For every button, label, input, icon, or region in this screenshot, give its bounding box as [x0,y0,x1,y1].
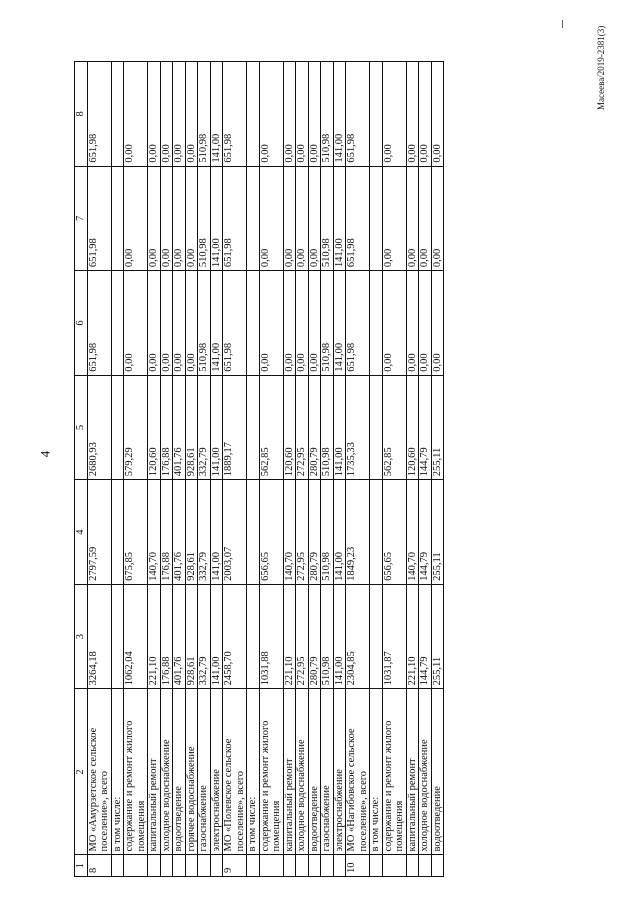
table-row [283,62,296,877]
value-cell: 141,00 [333,375,346,480]
value-cell: 141,00 [210,271,223,376]
value-cell [111,166,124,271]
value-cell: 0,00 [259,166,283,271]
table-row [148,62,161,877]
table-row [247,62,260,877]
value-cell: 401,76 [173,480,186,585]
row-name-cell: водоотведение [431,689,444,855]
value-cell: 0,00 [431,271,444,376]
table-row [160,62,173,877]
value-cell: 176,88 [160,584,173,689]
row-number-cell [406,855,419,877]
rotated-table-container [74,61,544,877]
value-cell [111,271,124,376]
value-cell: 510,98 [321,62,334,167]
value-cell: 0,00 [431,166,444,271]
value-cell: 0,00 [382,166,406,271]
value-cell [111,584,124,689]
row-name-cell: в том числе: [111,689,124,855]
value-cell: 651,98 [223,271,247,376]
table-row [296,62,309,877]
row-name-cell: в том числе: [370,689,383,855]
value-cell: 510,98 [198,271,211,376]
row-name-cell: капитальный ремонт [406,689,419,855]
value-cell: 0,00 [283,271,296,376]
row-number-cell [431,855,444,877]
row-number-cell [370,855,383,877]
value-cell: 176,88 [160,375,173,480]
value-cell: 120,60 [148,375,161,480]
table-row [333,62,346,877]
value-cell: 255,11 [431,375,444,480]
row-number-cell [185,855,198,877]
value-cell: 0,00 [419,271,432,376]
row-number-cell: 9 [223,855,247,877]
row-number-cell [321,855,334,877]
value-cell: 0,00 [148,166,161,271]
value-cell: 656,65 [259,480,283,585]
value-cell: 651,98 [87,166,111,271]
table-row [87,62,111,877]
table-row [259,62,283,877]
table-body [87,62,444,877]
value-cell: 221,10 [406,584,419,689]
value-cell: 2458,70 [223,584,247,689]
value-cell: 0,00 [185,166,198,271]
value-cell [370,166,383,271]
value-cell: 141,00 [210,375,223,480]
value-cell: 0,00 [259,271,283,376]
value-cell: 144,79 [419,480,432,585]
value-cell: 255,11 [431,584,444,689]
value-cell: 651,98 [87,62,111,167]
row-number-cell [247,855,260,877]
value-cell: 0,00 [419,62,432,167]
table-row [124,62,148,877]
value-cell: 332,79 [198,584,211,689]
value-cell: 0,00 [173,166,186,271]
row-name-cell: содержание и ремонт жилого помещения [124,689,148,855]
row-number-cell [111,855,124,877]
value-cell [247,480,260,585]
value-cell: 651,98 [87,271,111,376]
row-name-cell: водоотведение [173,689,186,855]
row-number-cell: 8 [87,855,111,877]
value-cell [247,166,260,271]
table-row [223,62,247,877]
value-cell: 0,00 [406,62,419,167]
value-cell: 0,00 [296,166,309,271]
value-cell: 120,60 [406,375,419,480]
value-cell: 651,98 [346,271,370,376]
value-cell: 141,00 [333,62,346,167]
value-cell: 141,00 [333,271,346,376]
value-cell [111,62,124,167]
value-cell: 0,00 [283,166,296,271]
row-name-cell: водоотведение [308,689,321,855]
value-cell: 255,11 [431,480,444,585]
value-cell: 510,98 [198,166,211,271]
value-cell [370,480,383,585]
value-cell: 510,98 [321,166,334,271]
value-cell: 0,00 [431,62,444,167]
value-cell: 562,85 [259,375,283,480]
value-cell: 0,00 [160,62,173,167]
value-cell: 1031,87 [382,584,406,689]
row-name-cell: капитальный ремонт [283,689,296,855]
row-name-cell: холодное водоснабжение [160,689,173,855]
value-cell: 332,79 [198,375,211,480]
value-cell [370,271,383,376]
value-cell: 1889,17 [223,375,247,480]
value-cell: 2003,07 [223,480,247,585]
value-cell: 0,00 [382,271,406,376]
value-cell: 2797,59 [87,480,111,585]
header-cell: 5 [75,375,88,480]
value-cell: 2680,93 [87,375,111,480]
value-cell: 280,79 [308,375,321,480]
row-number-cell: 10 [346,855,370,877]
value-cell [370,584,383,689]
value-cell: 0,00 [308,271,321,376]
table-row [210,62,223,877]
value-cell: 0,00 [148,62,161,167]
row-name-cell: МО «Амурзетское сельское поселение», всего [87,689,111,855]
value-cell: 1031,88 [259,584,283,689]
row-number-cell [173,855,186,877]
row-name-cell: газоснабжение [321,689,334,855]
value-cell: 144,79 [419,375,432,480]
value-cell: 0,00 [283,62,296,167]
value-cell [247,62,260,167]
value-cell: 0,00 [296,62,309,167]
value-cell: 510,98 [321,584,334,689]
value-cell: 272,95 [296,584,309,689]
row-number-cell [283,855,296,877]
value-cell [247,271,260,376]
value-cell: 272,95 [296,480,309,585]
value-cell: 0,00 [308,166,321,271]
header-cell: 8 [75,62,88,167]
row-number-cell [210,855,223,877]
value-cell: 0,00 [296,271,309,376]
value-cell: 651,98 [346,62,370,167]
value-cell: 928,61 [185,480,198,585]
table-row [173,62,186,877]
footer-reference: Масеева/2019-2381(3) [596,25,606,110]
value-cell: 2304,85 [346,584,370,689]
edge-mark [562,20,563,28]
value-cell [247,584,260,689]
value-cell: 510,98 [321,271,334,376]
tariff-table [74,61,444,877]
value-cell [370,375,383,480]
table-row [419,62,432,877]
value-cell [111,480,124,585]
table-row [308,62,321,877]
value-cell: 0,00 [173,62,186,167]
value-cell: 656,65 [382,480,406,585]
value-cell: 3264,18 [87,584,111,689]
value-cell: 0,00 [124,62,148,167]
value-cell: 141,00 [333,584,346,689]
row-number-cell [259,855,283,877]
value-cell [111,375,124,480]
row-name-cell: в том числе: [247,689,260,855]
header-cell: 7 [75,166,88,271]
value-cell: 0,00 [185,271,198,376]
row-name-cell: холодное водоснабжение [296,689,309,855]
value-cell [370,62,383,167]
row-number-cell [198,855,211,877]
value-cell: 141,00 [210,62,223,167]
header-cell: 4 [75,480,88,585]
header-cell: 3 [75,584,88,689]
row-name-cell: содержание и ремонт жилого помещения [259,689,283,855]
value-cell: 140,70 [148,480,161,585]
value-cell: 510,98 [321,375,334,480]
value-cell: 651,98 [223,166,247,271]
row-number-cell [382,855,406,877]
value-cell: 675,85 [124,480,148,585]
row-number-cell [160,855,173,877]
header-row [75,62,88,877]
row-number-cell [419,855,432,877]
header-cell: 1 [75,855,88,877]
value-cell: 510,98 [198,62,211,167]
value-cell: 651,98 [223,62,247,167]
value-cell: 401,76 [173,375,186,480]
row-name-cell: МО «Нагибовское сельское поселение», всего [346,689,370,855]
row-number-cell [124,855,148,877]
row-name-cell: холодное водоснабжение [419,689,432,855]
table-row [321,62,334,877]
value-cell: 221,10 [283,584,296,689]
value-cell: 0,00 [406,271,419,376]
value-cell: 579,29 [124,375,148,480]
table-row [406,62,419,877]
value-cell: 0,00 [308,62,321,167]
row-name-cell: газоснабжение [198,689,211,855]
row-name-cell: капитальный ремонт [148,689,161,855]
value-cell: 0,00 [160,271,173,376]
value-cell: 562,85 [382,375,406,480]
value-cell: 141,00 [210,166,223,271]
value-cell: 141,00 [333,480,346,585]
value-cell: 0,00 [124,166,148,271]
value-cell: 176,88 [160,480,173,585]
value-cell: 120,60 [283,375,296,480]
table-row [185,62,198,877]
table-row [346,62,370,877]
table-row [198,62,211,877]
value-cell: 0,00 [124,271,148,376]
value-cell: 280,79 [308,480,321,585]
header-cell: 6 [75,271,88,376]
row-name-cell: содержание и ремонт жилого помещения [382,689,406,855]
value-cell: 332,79 [198,480,211,585]
value-cell: 651,98 [346,166,370,271]
page-number: 4 [37,450,53,458]
value-cell: 928,61 [185,584,198,689]
value-cell: 0,00 [173,271,186,376]
value-cell: 1735,33 [346,375,370,480]
table-row [431,62,444,877]
value-cell: 221,10 [148,584,161,689]
value-cell: 0,00 [419,166,432,271]
row-name-cell: электроснабжение [210,689,223,855]
value-cell: 928,61 [185,375,198,480]
row-number-cell [308,855,321,877]
value-cell: 0,00 [259,62,283,167]
value-cell: 0,00 [406,166,419,271]
row-name-cell: МО «Полевское сельское поселение», всего [223,689,247,855]
value-cell: 0,00 [148,271,161,376]
table-row [382,62,406,877]
value-cell: 0,00 [382,62,406,167]
value-cell: 140,70 [283,480,296,585]
value-cell: 1062,04 [124,584,148,689]
value-cell: 140,70 [406,480,419,585]
row-name-cell: горячее водоснабжение [185,689,198,855]
row-number-cell [148,855,161,877]
value-cell: 401,76 [173,584,186,689]
value-cell: 1849,23 [346,480,370,585]
value-cell: 141,00 [210,584,223,689]
table-row [111,62,124,877]
value-cell: 272,95 [296,375,309,480]
value-cell: 0,00 [185,62,198,167]
value-cell: 510,98 [321,480,334,585]
value-cell: 0,00 [160,166,173,271]
row-number-cell [296,855,309,877]
value-cell: 141,00 [333,166,346,271]
table-row [370,62,383,877]
value-cell [247,375,260,480]
value-cell: 280,79 [308,584,321,689]
value-cell: 141,00 [210,480,223,585]
row-number-cell [333,855,346,877]
row-name-cell: электроснабжение [333,689,346,855]
value-cell: 144,79 [419,584,432,689]
header-cell: 2 [75,689,88,855]
